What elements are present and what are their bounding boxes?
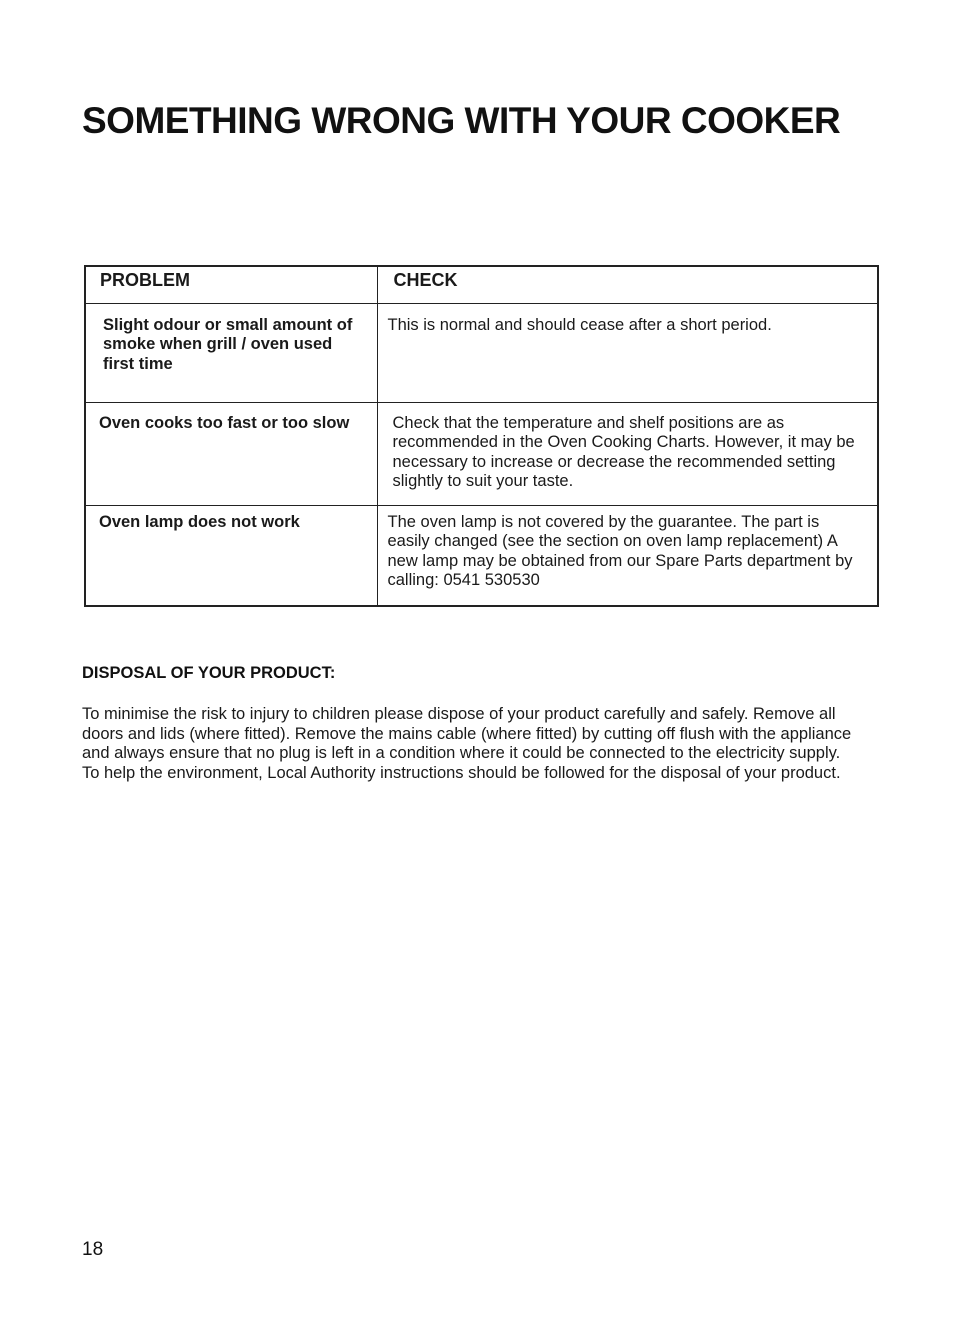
table-row [85, 303, 878, 402]
table-row [85, 402, 878, 505]
page-number: 18 [82, 1239, 104, 1260]
table-row [85, 505, 878, 606]
troubleshooting-table [84, 265, 879, 607]
disposal-paragraph: To help the environment, Local Authority instructions should be followed for the disposal of your product. [82, 763, 841, 782]
check-cell: The oven lamp is not covered by the guarantee. The part is easily changed (see the section on oven lamp replacement) A new lamp may be obtained from our Spare Parts department by calling: 0541 530530 [377, 505, 878, 606]
check-cell: Check that the temperature and shelf positions are as recommended in the Oven Cooking Charts. However, it may be necessary to increase or decrease the recommended setting slightly to suit your taste. [377, 402, 878, 505]
disposal-paragraph: To minimise the risk to injury to children please dispose of your product carefully and safely. Remove all doors and lids (where fitted). Remove the mains cable (where fitted) by cutting off flush with the appliance and always ensure that no plug is left in a condition where it could be connected to the electricity supply. [82, 705, 852, 763]
disposal-heading: DISPOSAL OF YOUR PRODUCT: [82, 664, 336, 682]
disposal-section [82, 705, 872, 783]
page-title: SOMETHING WRONG WITH YOUR COOKER [82, 100, 841, 141]
table-header-row [85, 266, 878, 303]
problem-column-header: PROBLEM [85, 266, 377, 303]
check-column-header: CHECK [377, 266, 878, 303]
problem-cell: Oven lamp does not work [85, 505, 377, 606]
check-cell: This is normal and should cease after a short period. [377, 303, 878, 402]
problem-cell: Oven cooks too fast or too slow [85, 402, 377, 505]
problem-cell: Slight odour or small amount of smoke when grill / oven used first time [85, 303, 377, 402]
